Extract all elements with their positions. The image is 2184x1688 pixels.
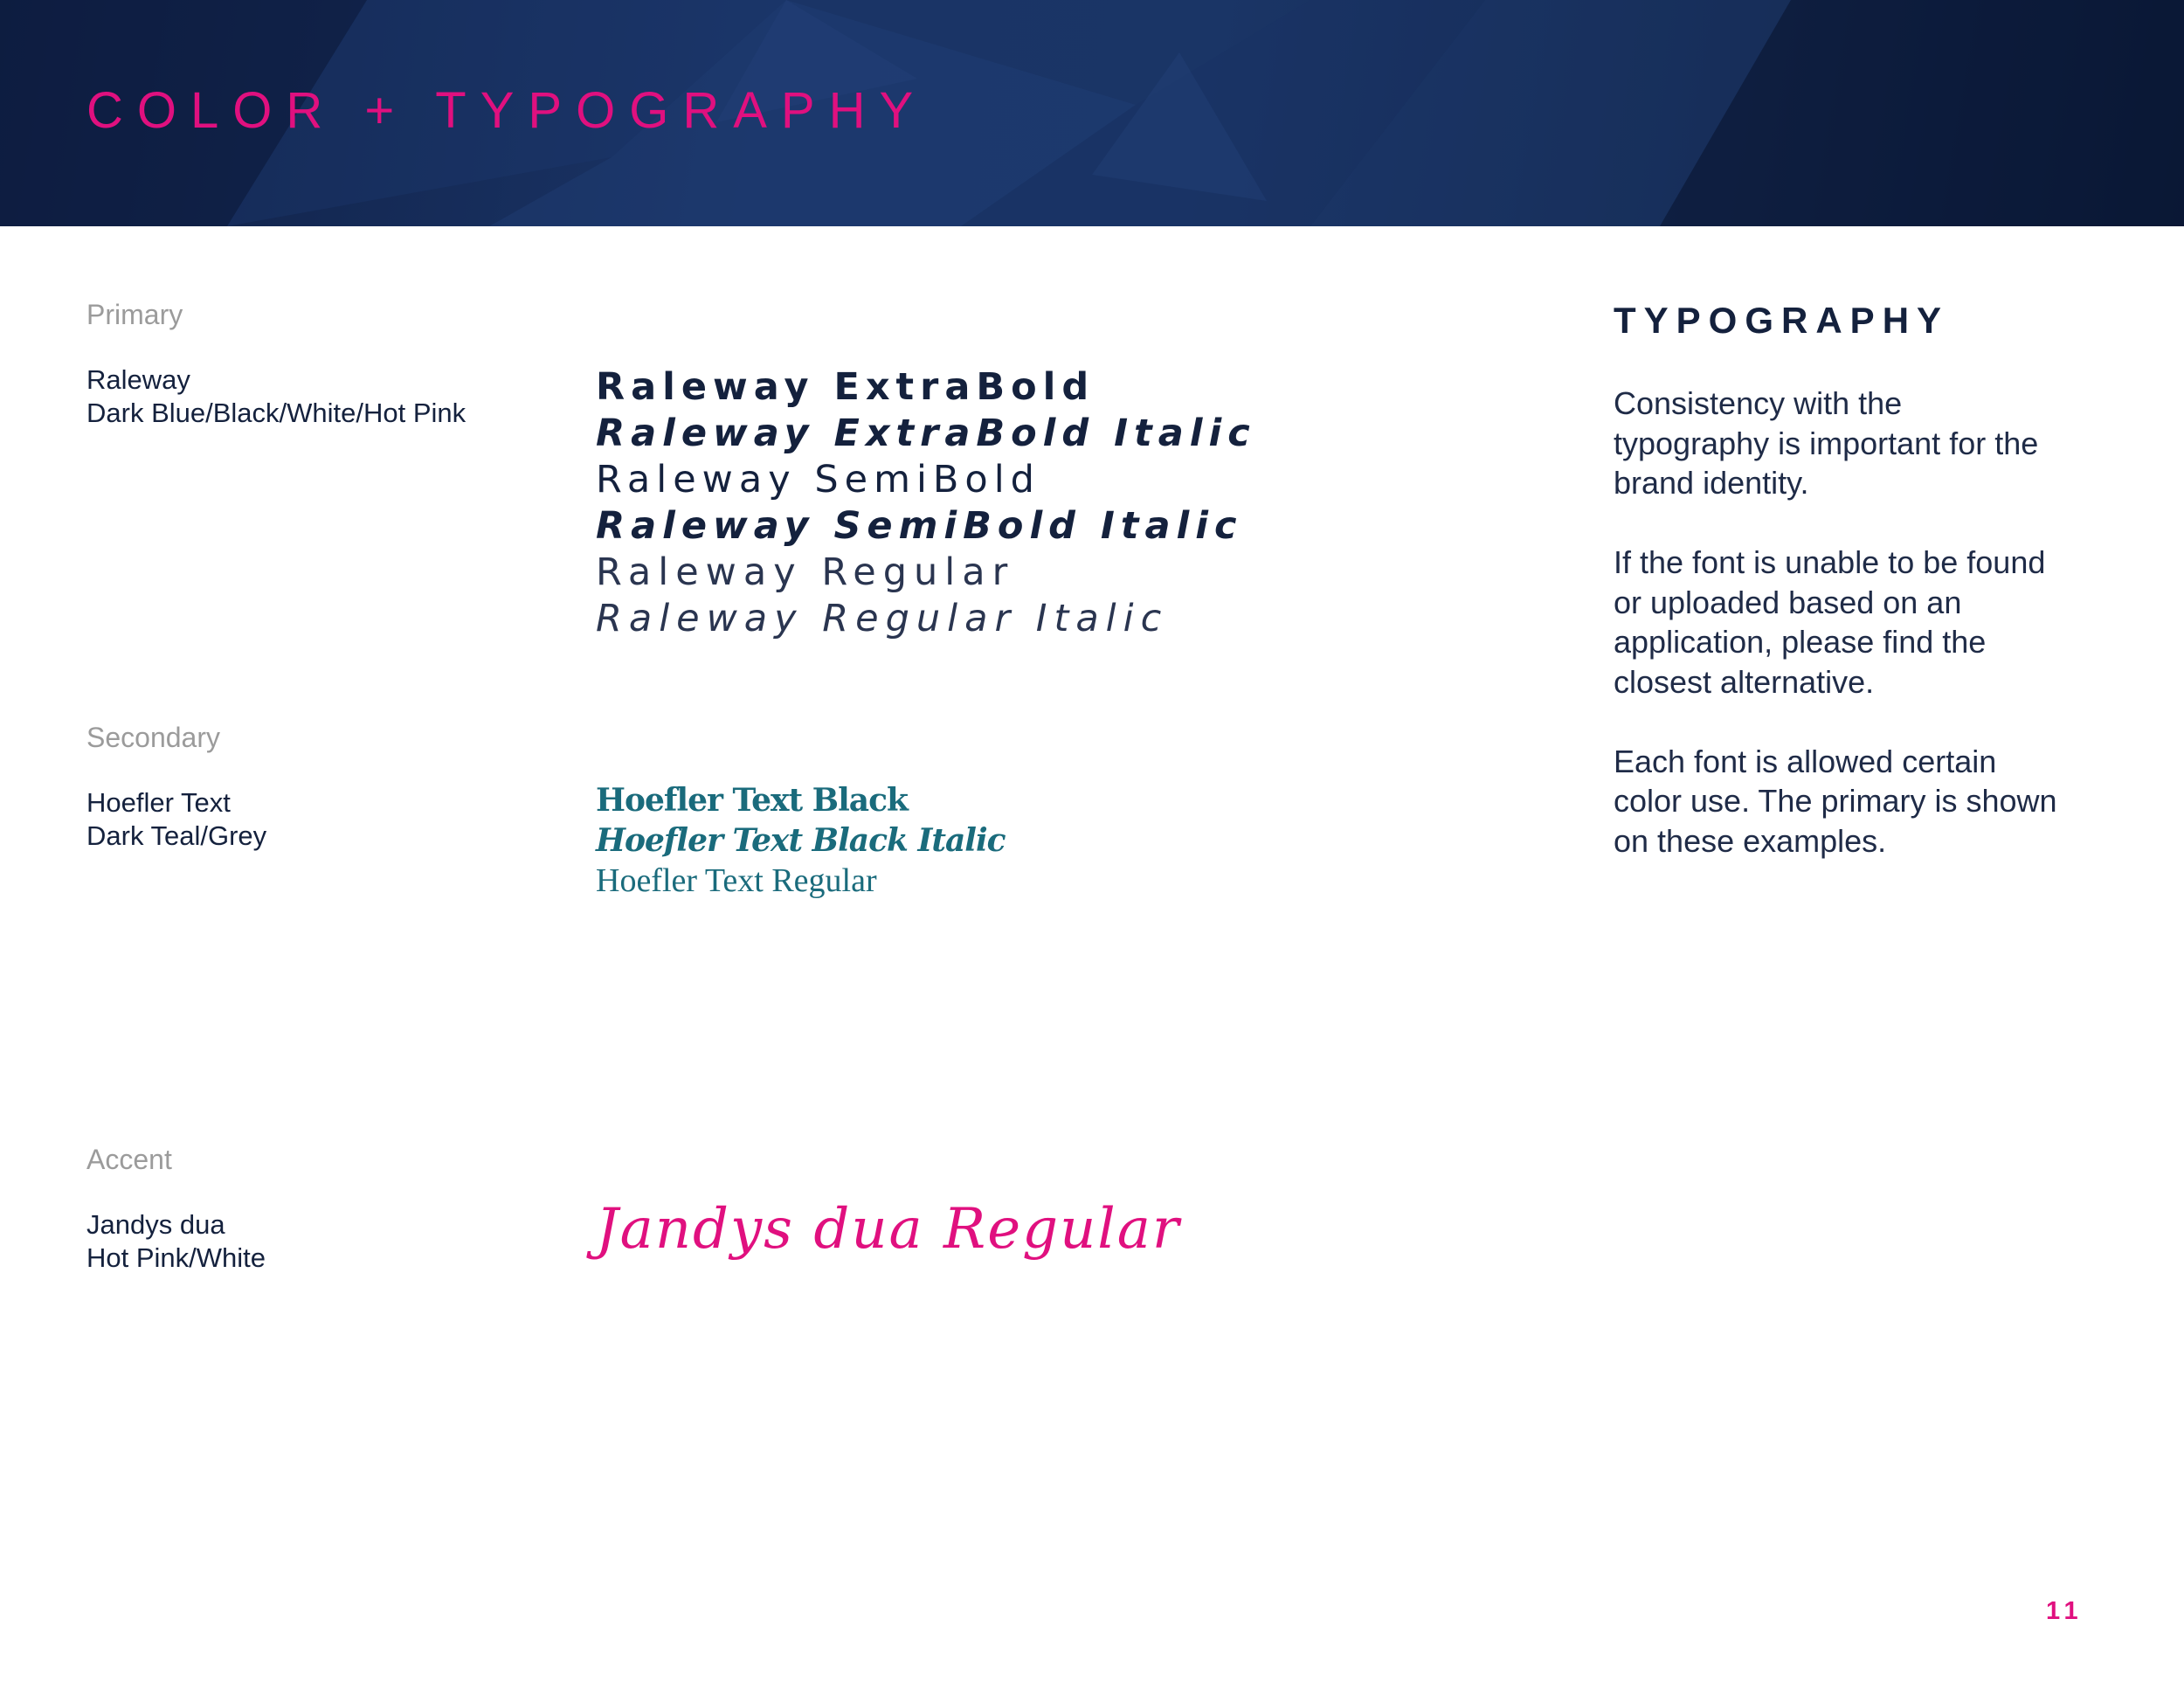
primary-specimens: [596, 364, 1256, 642]
paragraph-line: brand identity.: [1614, 465, 1809, 501]
typography-paragraph: [1614, 742, 2103, 861]
specimen-raleway-semibold: Raleway SemiBold: [596, 458, 1040, 502]
paragraph-line: closest alternative.: [1614, 663, 1875, 700]
accent-font-name: Jandys dua: [86, 1209, 225, 1240]
specimen-raleway-regular: Raleway Regular: [596, 550, 1015, 594]
specimen-hoefler-black: Hoefler Text Black: [596, 782, 908, 819]
specimen-jandys-dua-regular: Jandys dua Regular: [596, 1197, 1181, 1262]
page-title: COLOR + TYPOGRAPHY: [86, 82, 928, 139]
primary-font-colors: Dark Blue/Black/White/Hot Pink: [86, 398, 467, 428]
header-banner: [0, 0, 2184, 226]
paragraph-line: If the font is unable to be found: [1614, 544, 2046, 580]
specimen-hoefler-black-italic: Hoefler Text Black Italic: [596, 822, 1006, 859]
paragraph-line: or uploaded based on an: [1614, 584, 1962, 620]
typography-paragraph: [1614, 384, 2103, 503]
secondary-font-name: Hoefler Text: [86, 787, 231, 818]
secondary-font-description: [86, 786, 266, 853]
specimen-hoefler-regular: Hoefler Text Regular: [596, 862, 877, 899]
primary-label: Primary: [86, 299, 183, 330]
secondary-specimens: [596, 780, 1006, 901]
paragraph-line: Each font is allowed certain: [1614, 743, 1997, 779]
paragraph-line: Consistency with the: [1614, 385, 1903, 421]
accent-font-colors: Hot Pink/White: [86, 1242, 266, 1273]
accent-font-description: [86, 1208, 266, 1275]
paragraph-line: color use. The primary is shown: [1614, 783, 2057, 819]
paragraph-line: on these examples.: [1614, 822, 1887, 859]
paragraph-line: typography is important for the: [1614, 425, 2039, 461]
specimen-raleway-regular-italic: Raleway Regular Italic: [596, 597, 1169, 640]
typography-paragraph: [1614, 543, 2103, 702]
specimen-raleway-extrabold-italic: Raleway ExtraBold Italic: [596, 412, 1256, 455]
secondary-label: Secondary: [86, 722, 220, 753]
specimen-raleway-extrabold: Raleway ExtraBold: [596, 365, 1095, 409]
paragraph-line: application, please find the: [1614, 624, 1987, 660]
primary-font-description: [86, 363, 466, 430]
typography-heading: TYPOGRAPHY: [1614, 300, 1950, 341]
specimen-raleway-semibold-italic: Raleway SemiBold Italic: [596, 504, 1243, 548]
primary-font-name: Raleway: [86, 364, 190, 395]
accent-label: Accent: [86, 1144, 172, 1175]
secondary-font-colors: Dark Teal/Grey: [86, 820, 267, 851]
page-number: 11: [2046, 1597, 2084, 1625]
typography-description: [1614, 384, 2103, 901]
